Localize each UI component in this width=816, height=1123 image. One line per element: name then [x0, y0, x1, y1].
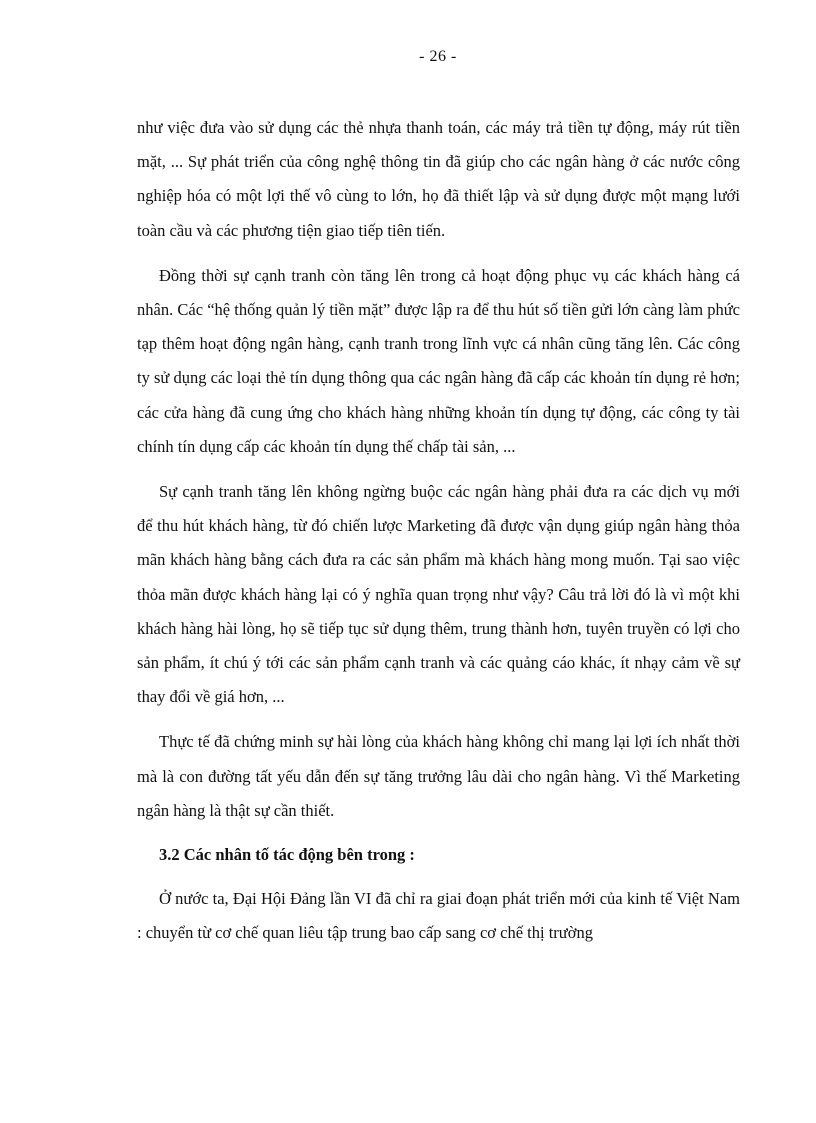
- document-body: [137, 111, 740, 951]
- paragraph-internal-factors: Ở nước ta, Đại Hội Đảng lần VI đã chỉ ra giai đoạn phát triển mới của kinh tế Việt Nam : chuyển từ cơ chế quan liêu tập trung bao cấp sang cơ chế thị trường: [137, 889, 740, 943]
- page-number: - 26 -: [419, 48, 457, 65]
- paragraph-continuation: như việc đưa vào sử dụng các thẻ nhựa thanh toán, các máy trả tiền tự động, máy rút tiền mặt, ... Sự phát triển của công nghệ thông tin đã giúp cho các ngân hàng ở các nước công nghiệp hóa có một lợi thế vô cùng to lớn, họ đã thiết lập và sử dụng được một mạng lưới toàn cầu và các phương tiện giao tiếp tiên tiến.: [137, 118, 740, 240]
- section-heading: 3.2 Các nhân tố tác động bên trong :: [159, 845, 415, 865]
- paragraph-customer-satisfaction: Thực tế đã chứng minh sự hài lòng của khách hàng không chỉ mang lại lợi ích nhất thời mà là con đường tất yếu dẫn đến sự tăng trưởng lâu dài cho ngân hàng. Vì thế Marketing ngân hàng là thật sự cần thiết.: [137, 732, 740, 820]
- paragraph-marketing-strategy: Sự cạnh tranh tăng lên không ngừng buộc các ngân hàng phải đưa ra các dịch vụ mới để thu hút khách hàng, từ đó chiến lược Marketing đã được vận dụng giúp ngân hàng thỏa mãn khách hàng bằng cách đưa ra các sản phẩm mà khách hàng mong muốn. Tại sao việc thỏa mãn được khách hàng lại có ý nghĩa quan trọng như vậy? Câu trả lời đó là vì một khi khách hàng hài lòng, họ sẽ tiếp tục sử dụng thêm, trung thành hơn, tuyên truyền có lợi cho sản phẩm, ít chú ý tới các sản phẩm cạnh tranh và các quảng cáo khác, ít nhạy cảm về sự thay đổi về giá hơn, ...: [137, 482, 740, 707]
- paragraph-competition-individual: Đồng thời sự cạnh tranh còn tăng lên trong cả hoạt động phục vụ các khách hàng cá nhân. Các “hệ thống quản lý tiền mặt” được lập ra để thu hút số tiền gửi lớn càng làm phức tạp thêm hoạt động ngân hàng, cạnh tranh trong lĩnh vực cá nhân cũng tăng lên. Các công ty sử dụng các loại thẻ tín dụng thông qua các ngân hàng đã cấp các khoản tín dụng rẻ hơn; các cửa hàng đã cung ứng cho khách hàng những khoản tín dụng tự động, các công ty tài chính tín dụng cấp các khoản tín dụng thế chấp tài sản, ...: [137, 265, 740, 456]
